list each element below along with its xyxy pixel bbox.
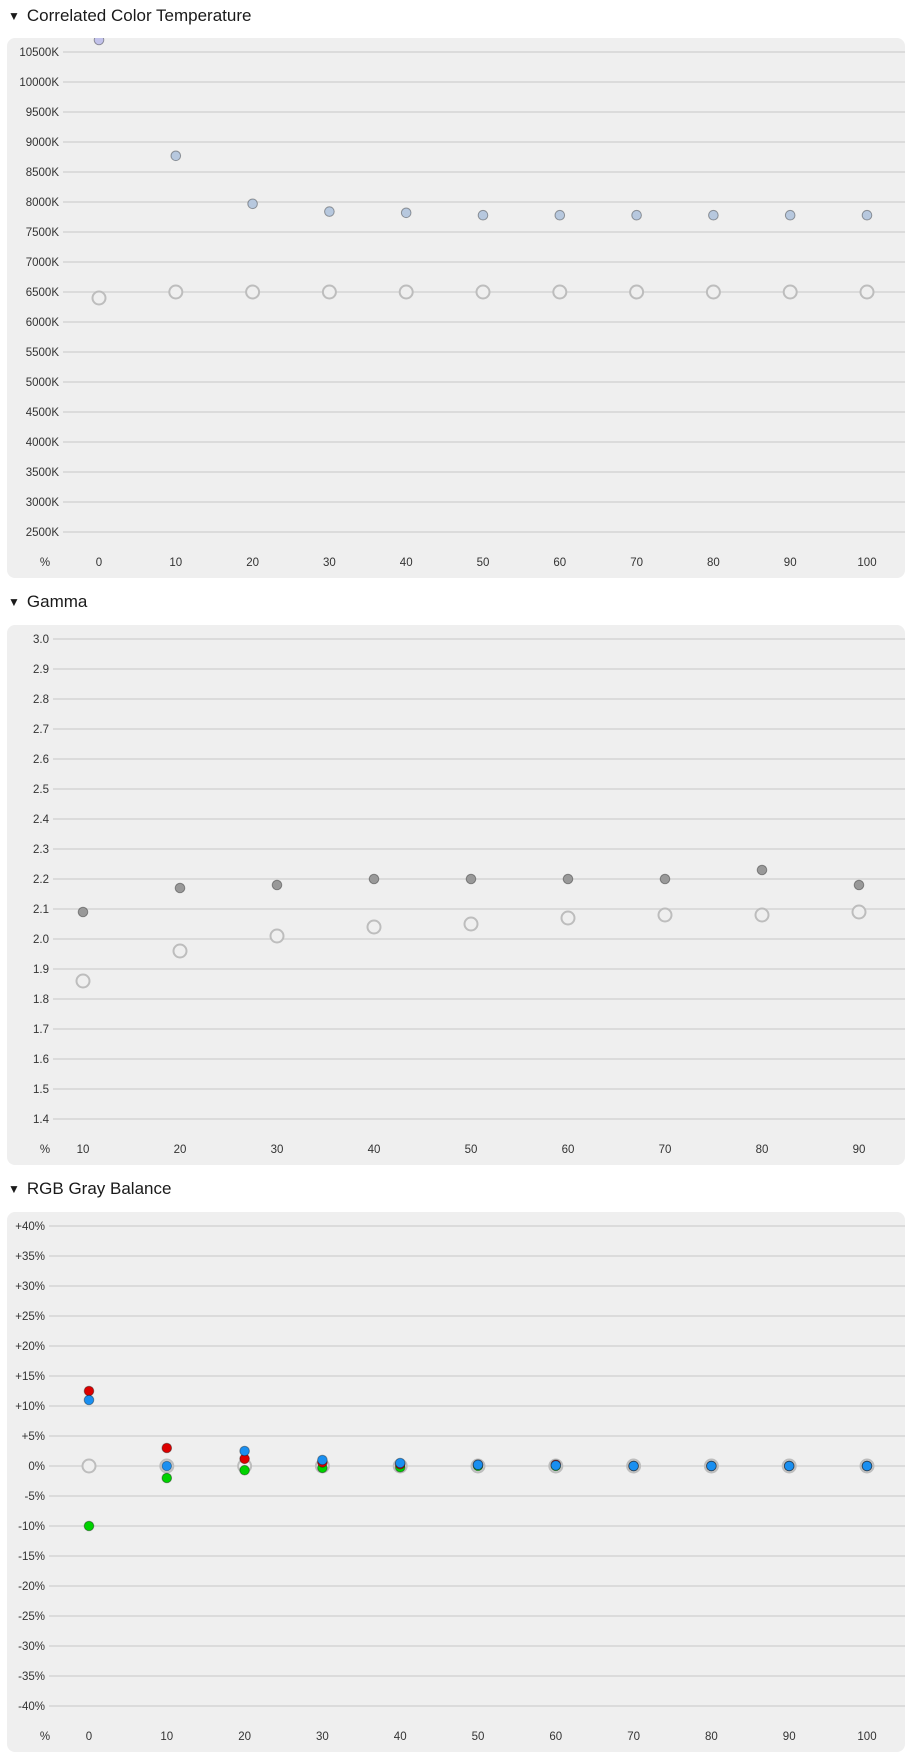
x-tick-label: 0 [85, 1731, 93, 1743]
collapse-triangle-icon: ▼ [8, 595, 20, 609]
cct-measured-point [785, 210, 795, 220]
y-tick-label: -10% [18, 1521, 45, 1533]
gamma-chart-panel [7, 625, 905, 1165]
x-tick-label: 30 [323, 557, 336, 569]
cct-target-point [246, 286, 259, 299]
y-tick-label: 9500K [25, 107, 59, 119]
y-tick-label: 3000K [25, 497, 59, 509]
x-tick-label: 90 [783, 557, 797, 569]
y-tick-label: 2.1 [33, 904, 49, 916]
x-tick-label: 60 [549, 1731, 563, 1743]
y-tick-label: 2.9 [33, 664, 49, 676]
y-tick-label: 6500K [25, 287, 59, 299]
x-unit-label: % [39, 1144, 51, 1156]
y-tick-label: 7000K [25, 257, 59, 269]
rgb-blue-point [318, 1455, 328, 1465]
cct-target-point [477, 286, 490, 299]
cct-target-point [630, 286, 643, 299]
x-tick-label: 40 [393, 1731, 407, 1743]
y-tick-label: 2.8 [33, 694, 49, 706]
cct-target-point [400, 286, 413, 299]
gamma-target-point [756, 909, 769, 922]
x-tick-label: 20 [173, 1144, 187, 1156]
y-tick-label: -20% [18, 1581, 45, 1593]
rgb-blue-point [784, 1461, 794, 1471]
gamma-section-title: Gamma [26, 592, 88, 611]
y-tick-label: +20% [15, 1341, 45, 1353]
y-tick-label: 2.4 [33, 814, 49, 826]
x-tick-label: 100 [857, 557, 877, 569]
y-tick-label: 2.7 [33, 724, 49, 736]
x-tick-label: 90 [852, 1144, 866, 1156]
gamma-measured-point [369, 874, 379, 884]
x-tick-label: 70 [630, 557, 643, 569]
y-tick-label: -15% [18, 1551, 45, 1563]
x-tick-label: 40 [367, 1144, 381, 1156]
rgb-target-point [83, 1460, 96, 1473]
y-tick-label: +5% [21, 1431, 45, 1443]
y-tick-label: -35% [18, 1671, 45, 1683]
gamma-target-point [77, 975, 90, 988]
gamma-measured-point [272, 880, 282, 890]
gamma-target-point [659, 909, 672, 922]
cct-target-point [169, 286, 182, 299]
gamma-target-point [853, 906, 866, 919]
y-tick-label: 9000K [25, 137, 59, 149]
x-tick-label: 90 [782, 1731, 796, 1743]
rgb-section-title: RGB Gray Balance [26, 1179, 172, 1198]
rgb-blue-point [551, 1461, 561, 1471]
cct-measured-point [325, 207, 335, 217]
x-unit-label: % [39, 557, 51, 569]
gamma-measured-point [854, 880, 864, 890]
y-tick-label: 4500K [25, 407, 59, 419]
x-tick-label: 10 [169, 557, 183, 569]
rgb-red-point [84, 1386, 94, 1396]
x-tick-label: 20 [246, 557, 259, 569]
rgb-blue-point [84, 1395, 94, 1405]
x-tick-label: 80 [755, 1144, 769, 1156]
x-tick-label: 50 [464, 1144, 478, 1156]
rgb-blue-point [707, 1461, 717, 1471]
y-tick-label: 10500K [19, 47, 59, 59]
gamma-target-point [174, 945, 187, 958]
cct-chart [7, 38, 905, 578]
y-tick-label: 10000K [19, 77, 59, 89]
cct-target-point [93, 292, 106, 305]
y-tick-label: 2.0 [33, 934, 49, 946]
x-tick-label: 10 [160, 1731, 174, 1743]
y-tick-label: 1.8 [33, 994, 49, 1006]
y-tick-label: 2500K [25, 527, 59, 539]
cct-measured-point [401, 208, 411, 218]
cct-measured-point [478, 210, 488, 220]
x-tick-label: 50 [471, 1731, 485, 1743]
y-tick-label: 1.9 [33, 964, 49, 976]
gamma-measured-point [660, 874, 670, 884]
y-tick-label: 0% [28, 1461, 45, 1473]
x-tick-label: 40 [399, 557, 413, 569]
cct-measured-point [171, 151, 181, 161]
y-tick-label: 5000K [25, 377, 59, 389]
y-tick-label: -25% [18, 1611, 45, 1623]
x-tick-label: 60 [561, 1144, 575, 1156]
gamma-target-point [465, 918, 478, 931]
rgb-green-point [162, 1473, 172, 1483]
y-tick-label: 8500K [25, 167, 59, 179]
cct-section-header[interactable] [8, 6, 251, 26]
cct-target-point [707, 286, 720, 299]
cct-section-title: Correlated Color Temperature [26, 6, 252, 25]
x-tick-label: 80 [705, 1731, 718, 1743]
collapse-triangle-icon: ▼ [8, 9, 20, 23]
y-tick-label: 3.0 [33, 634, 49, 646]
y-tick-label: 2.3 [33, 844, 49, 856]
y-tick-label: 6000K [25, 317, 59, 329]
rgb-blue-point [862, 1461, 872, 1471]
gamma-target-point [562, 912, 575, 925]
gamma-target-point [271, 930, 284, 943]
x-tick-label: 10 [76, 1144, 90, 1156]
gamma-measured-point [78, 907, 88, 917]
y-tick-label: 7500K [25, 227, 59, 239]
rgb-blue-point [473, 1460, 483, 1470]
rgb-red-point [162, 1443, 172, 1453]
x-tick-label: 100 [857, 1731, 877, 1743]
y-tick-label: 2.2 [33, 874, 49, 886]
y-tick-label: 1.6 [33, 1054, 49, 1066]
y-tick-label: -40% [18, 1701, 45, 1713]
cct-measured-point [632, 210, 642, 220]
gamma-measured-point [466, 874, 476, 884]
cct-measured-point [94, 38, 104, 45]
y-tick-label: 2.5 [33, 784, 49, 796]
cct-target-point [323, 286, 336, 299]
x-tick-label: 0 [95, 557, 103, 569]
rgb-blue-point [629, 1461, 639, 1471]
y-tick-label: +30% [15, 1281, 45, 1293]
y-tick-label: 1.4 [33, 1114, 49, 1126]
rgb-green-point [84, 1521, 94, 1531]
y-tick-label: -30% [18, 1641, 45, 1653]
rgb-green-point [240, 1465, 250, 1475]
rgb-blue-point [162, 1461, 172, 1471]
cct-target-point [784, 286, 797, 299]
x-tick-label: 50 [476, 557, 490, 569]
y-tick-label: 1.7 [33, 1024, 49, 1036]
gamma-section-header[interactable] [8, 592, 87, 612]
x-tick-label: 30 [316, 1731, 329, 1743]
y-tick-label: 4000K [25, 437, 59, 449]
y-tick-label: -5% [24, 1491, 45, 1503]
cct-measured-point [709, 210, 719, 220]
rgb-gray-balance-chart [7, 1212, 905, 1752]
collapse-triangle-icon: ▼ [8, 1182, 20, 1196]
cct-measured-point [555, 210, 565, 220]
x-unit-label: % [39, 1731, 51, 1743]
x-tick-label: 60 [553, 557, 567, 569]
x-tick-label: 70 [658, 1144, 672, 1156]
y-tick-label: 2.6 [33, 754, 49, 766]
y-tick-label: +15% [15, 1371, 45, 1383]
gamma-target-point [368, 921, 381, 934]
y-tick-label: +10% [15, 1401, 45, 1413]
gamma-measured-point [757, 865, 767, 875]
y-tick-label: +35% [15, 1251, 45, 1263]
x-tick-label: 70 [627, 1731, 640, 1743]
rgb-chart-panel [7, 1212, 905, 1752]
cct-target-point [861, 286, 874, 299]
y-tick-label: 1.5 [33, 1084, 49, 1096]
gamma-measured-point [563, 874, 573, 884]
cct-chart-panel [7, 38, 905, 578]
gamma-chart [7, 625, 905, 1165]
rgb-blue-point [395, 1458, 405, 1468]
gamma-measured-point [175, 883, 185, 893]
rgb-blue-point [240, 1446, 250, 1456]
cct-measured-point [862, 210, 872, 220]
x-tick-label: 80 [707, 557, 720, 569]
x-tick-label: 30 [270, 1144, 284, 1156]
cct-measured-point [248, 199, 258, 209]
y-tick-label: +25% [15, 1311, 45, 1323]
x-tick-label: 20 [238, 1731, 251, 1743]
y-tick-label: +40% [15, 1221, 45, 1233]
y-tick-label: 8000K [25, 197, 59, 209]
y-tick-label: 3500K [25, 467, 59, 479]
cct-target-point [553, 286, 566, 299]
y-tick-label: 5500K [25, 347, 59, 359]
rgb-section-header[interactable] [8, 1179, 171, 1199]
